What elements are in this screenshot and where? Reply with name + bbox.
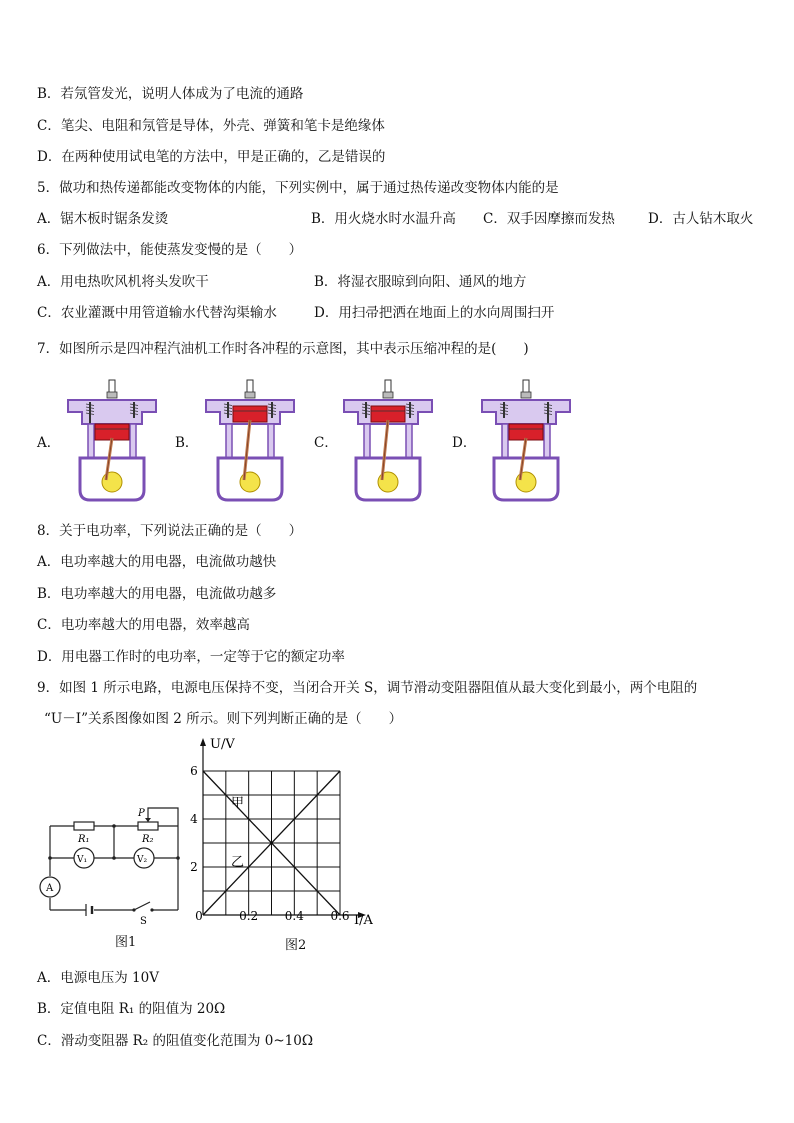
x-tick-label: 0.6 (330, 909, 350, 923)
piston (371, 406, 405, 422)
q6-option-a: A．用电热吹风机将头发吹干 (37, 274, 209, 290)
figure1-caption: 图1 (115, 935, 137, 950)
ammeter-label: A (46, 883, 54, 894)
crankshaft-icon (102, 472, 122, 492)
engine-diagram-a (60, 378, 164, 502)
voltmeter-v2-label: V₂ (137, 855, 148, 865)
q7-label-c: C． (314, 435, 338, 451)
r1-label: R₁ (78, 834, 90, 845)
x-axis-label: I/A (354, 913, 373, 928)
q4-option-d: D．在两种使用试电笔的方法中，甲是正确的，乙是错误的 (37, 149, 386, 165)
q5-option-b: B．用火烧水时水温升高 (311, 211, 456, 227)
x-tick-label: 0.4 (284, 909, 304, 923)
q9-option-b: B．定值电阻 R₁ 的阻值为 20Ω (37, 1001, 226, 1017)
voltmeter-v1-label: V₁ (77, 855, 88, 865)
r2-label: R₂ (142, 834, 154, 845)
q9-option-a: A．电源电压为 10V (37, 970, 159, 986)
q6-option-c: C．农业灌溉中用管道输水代替沟渠输水 (37, 305, 277, 321)
q7-label-d: D． (452, 435, 477, 451)
circuit-figure (38, 800, 188, 930)
ui-graph (180, 733, 380, 933)
engine-diagram-c (336, 378, 440, 502)
figure2-caption: 图2 (285, 938, 307, 953)
y-tick-label: 4 (190, 812, 198, 826)
y-axis-arrow (200, 738, 206, 746)
engine-diagram-b (198, 378, 302, 502)
q7-label-a: A． (37, 435, 61, 451)
x-tick-label: 0.2 (239, 909, 259, 923)
q7-stem: 7．如图所示是四冲程汽油机工作时各冲程的示意图，其中表示压缩冲程的是( ) (37, 341, 529, 357)
q6-stem: 6．下列做法中，能使蒸发变慢的是（ ） (37, 242, 303, 258)
q4-option-c: C．笔尖、电阻和氖管是导体，外壳、弹簧和笔卡是绝缘体 (37, 118, 385, 134)
crankshaft-icon (516, 472, 536, 492)
q6-option-b: B．将湿衣服晾到向阳、通风的地方 (314, 274, 527, 290)
q8-option-b: B．电功率越大的用电器，电流做功越多 (37, 586, 277, 602)
y-tick-label: 2 (190, 860, 198, 874)
piston (233, 406, 267, 422)
cylinder-head (482, 400, 570, 424)
q5-option-c: C．双手因摩擦而发热 (483, 211, 615, 227)
q4-option-b: B．若氖管发光，说明人体成为了电流的通路 (37, 86, 304, 102)
origin-label: 0 (195, 909, 203, 923)
series-label-jia: 甲 (231, 796, 245, 811)
series-label-yi: 乙 (231, 855, 245, 870)
q8-stem: 8．关于电功率，下列说法正确的是（ ） (37, 523, 303, 539)
q9-stem-line1: 9．如图 1 所示电路，电源电压保持不变，当闭合开关 S，调节滑动变阻器阻值从最大变化到最小，两个电阻的 (37, 680, 698, 696)
q9-stem-line2: “U－I”关系图像如图 2 所示。则下列判断正确的是（ ） (44, 711, 403, 727)
q8-option-a: A．电功率越大的用电器，电流做功越快 (37, 554, 277, 570)
q7-label-b: B． (175, 435, 199, 451)
q5-option-a: A．锯木板时锯条发烫 (37, 211, 169, 227)
q5-stem: 5．做功和热传递都能改变物体的内能，下列实例中，属于通过热传递改变物体内能的是 (37, 180, 559, 196)
slider-p-label: P (138, 808, 145, 819)
q9-option-c: C．滑动变阻器 R₂ 的阻值变化范围为 0~10Ω (37, 1033, 314, 1049)
piston (509, 424, 543, 440)
q8-option-c: C．电功率越大的用电器，效率越高 (37, 617, 250, 633)
y-axis-label: U/V (210, 737, 235, 752)
piston (95, 424, 129, 440)
q8-option-d: D．用电器工作时的电功率，一定等于它的额定功率 (37, 649, 345, 665)
engine-diagram-d (474, 378, 578, 502)
q5-option-d: D．古人钻木取火 (648, 211, 754, 227)
switch-label: S (140, 916, 147, 927)
cylinder-head (68, 400, 156, 424)
q6-option-d: D．用扫帚把洒在地面上的水向周围扫开 (314, 305, 555, 321)
y-tick-label: 6 (190, 764, 198, 778)
